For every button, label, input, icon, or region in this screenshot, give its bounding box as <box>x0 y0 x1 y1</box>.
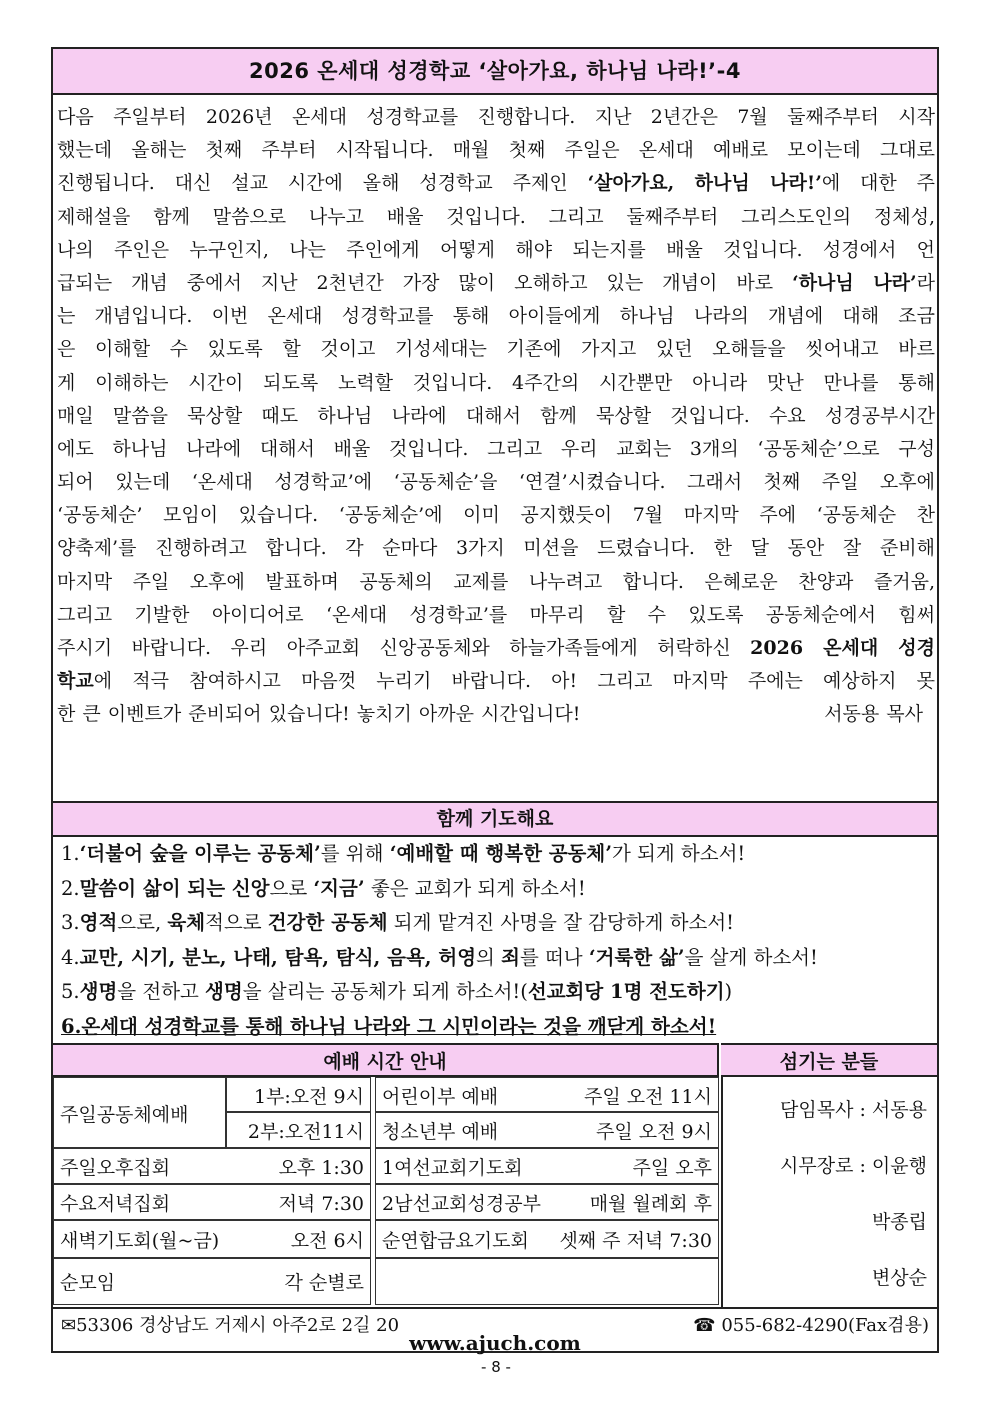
sunday-service-label: 주일공동체예배 <box>53 1077 227 1149</box>
prayer-item: 2.말씀이 삶이 되는 신앙으로 ‘지금’ 좋은 교회가 되게 하소서! <box>61 876 586 900</box>
schedule-row: 새벽기도회(월~금) 오전 6시 <box>53 1219 371 1259</box>
schedule-table <box>53 1077 721 1307</box>
article-line: 매일 말씀을 묵상할 때도 하나님 나라에 대해서 함께 묵상할 것입니다. 수요 성경공부시간 <box>57 404 935 427</box>
article-line: 은 이해할 수 있도록 할 것이고 기성세대는 기존에 가지고 있던 오해들을 씻어내고 바르 <box>57 338 935 361</box>
server-elder: 박종립 <box>871 1211 927 1233</box>
article-line: 게 이해하는 시간이 되도록 노력할 것입니다. 4주간의 시간뿐만 아니라 맛난 만나를 통해 <box>57 371 935 394</box>
server-pastor: 담임목사 : 서동용 <box>780 1099 927 1121</box>
sunday-service-2: 2부:오전11시 <box>225 1111 371 1149</box>
schedule-row: 1여선교회기도회 주일 오후 <box>375 1147 719 1185</box>
article-line: 는 개념입니다. 이번 온세대 성경학교를 통해 아이들에게 하나님 나라의 개념에 대해 조금 <box>57 305 935 328</box>
prayer-heading: 함께 기도해요 <box>53 801 937 837</box>
page-number: - 8 - <box>481 1358 511 1376</box>
article-line: 에도 하나님 나라에 대해서 배울 것입니다. 그리고 우리 교회는 3개의 ‘공동체순’으로 구성 <box>57 437 935 460</box>
schedule-row: 주일오후집회 오후 1:30 <box>53 1147 371 1185</box>
article-line: 다음 주일부터 2026년 온세대 성경학교를 진행합니다. 지난 2년간은 7월 둘째주부터 시작 <box>57 106 935 128</box>
prayer-item: 1.‘더불어 숲을 이루는 공동체’를 위해 ‘예배할 때 행복한 공동체’가 되게 하소서! <box>61 842 746 865</box>
prayer-item: 4.교만, 시기, 분노, 나태, 탐욕, 탐식, 음욕, 허영의 죄를 떠나 ‘거룩한 삶’을 살게 하소서! <box>61 945 818 969</box>
schedule-row: 어린이부 예배 주일 오전 11시 <box>375 1077 719 1113</box>
prayer-item: 3.영적으로, 육체적으로 건강한 공동체 되게 맡겨진 사명을 잘 감당하게 하소서! <box>61 911 735 935</box>
article-line: ‘공동체순’ 모임이 있습니다. ‘공동체순’에 이미 공지했듯이 7월 마지막 주에 ‘공동체순 찬 <box>57 504 935 527</box>
article-line: 급되는 개념 중에서 지난 2천년간 가장 많이 오해하고 있는 개념이 바로 ‘하나님 나라’라 <box>57 271 936 294</box>
schedule-heading: 예배 시간 안내 <box>53 1043 719 1077</box>
article-line: 주시기 바랍니다. 우리 아주교회 신앙공동체와 하늘가족들에게 허락하신 2026 온세대 성경 <box>57 637 935 659</box>
servers-panel <box>721 1077 937 1307</box>
article-body <box>57 101 935 732</box>
phone: ☎ 055-682-4290(Fax겸용) <box>693 1315 929 1336</box>
prayer-item-underlined: 6.온세대 성경학교를 통해 하나님 나라와 그 시민이라는 것을 깨닫게 하소서! <box>61 1014 717 1038</box>
servers-heading: 섬기는 분들 <box>721 1043 937 1077</box>
school-bold: 2026 온세대 성경 <box>750 637 935 659</box>
signature: 서동용 목사 <box>824 703 923 726</box>
article-title: 2026 온세대 성경학교 ‘살아가요, 하나님 나라!’-4 <box>53 49 937 95</box>
article-line: 진행됩니다. 대신 설교 시간에 올해 성경학교 주제인 ‘살아가요, 하나님 나라!’에 대한 주 <box>57 172 935 195</box>
bulletin-page <box>51 47 939 1353</box>
prayer-item: 5.생명을 전하고 생명을 살리는 공동체가 되게 하소서!(선교회당 1명 전도하기) <box>61 980 733 1004</box>
schedule-row: 순연합금요기도회 셋째 주 저녁 7:30 <box>375 1219 719 1259</box>
server-elder: 시무장로 : 이윤행 <box>780 1155 927 1177</box>
article-line-last: 한 큰 이벤트가 준비되어 있습니다! 놓치기 아까운 시간입니다! 서동용 목사 <box>57 698 935 731</box>
server-elder: 변상순 <box>871 1267 927 1289</box>
address: ✉53306 경상남도 거제시 아주2로 2길 20 <box>61 1315 400 1336</box>
article-line: 했는데 올해는 첫째 주부터 시작됩니다. 매월 첫째 주일은 온세대 예배로 모이는데 그대로 <box>57 139 935 162</box>
article-line: 마지막 주일 오후에 발표하며 공동체의 교제를 나누려고 합니다. 은혜로운 찬양과 즐거움, <box>57 570 935 593</box>
mail-icon: ✉ <box>61 1315 77 1336</box>
article-line: 나의 주인은 누구인지, 나는 주인에게 어떻게 해야 되는지를 배울 것입니다. 성경에서 언 <box>57 238 935 261</box>
footer <box>53 1307 937 1353</box>
schedule-row: 2남선교회성경공부 매월 월례회 후 <box>375 1183 719 1221</box>
sunday-service-1: 1부:오전 9시 <box>225 1077 371 1113</box>
theme-bold: ‘살아가요, 하나님 나라!’ <box>587 172 822 195</box>
phone-icon: ☎ <box>693 1315 716 1336</box>
website-link[interactable]: www.ajuch.com <box>409 1331 581 1355</box>
schedule-empty-cell <box>375 1257 719 1305</box>
article-line: 되어 있는데 ‘온세대 성경학교’에 ‘공동체순’을 ‘연결’시켰습니다. 그래서 첫째 주일 오후에 <box>57 471 935 494</box>
schedule-row: 청소년부 예배 주일 오전 9시 <box>375 1111 719 1149</box>
article-line: 학교에 적극 참여하시고 마음껏 누리기 바랍니다. 아! 그리고 마지막 주에는 예상하지 못 <box>57 670 935 693</box>
article-line: 양축제’를 진행하려고 합니다. 각 순마다 3가지 미션을 드렸습니다. 한 달 동안 잘 준비해 <box>57 537 935 560</box>
article-line: 제해설을 함께 말씀으로 나누고 배울 것입니다. 그리고 둘째주부터 그리스도인의 정체성, <box>57 205 935 228</box>
prayer-list <box>61 837 931 1045</box>
schedule-row: 수요저녁집회 저녁 7:30 <box>53 1183 371 1221</box>
schedule-row: 순모임 각 순별로 <box>53 1257 371 1305</box>
article-line: 그리고 기발한 아이디어로 ‘온세대 성경학교’를 마무리 할 수 있도록 공동체순에서 힘써 <box>57 603 935 626</box>
kingdom-bold: ‘하나님 나라’ <box>792 271 917 294</box>
